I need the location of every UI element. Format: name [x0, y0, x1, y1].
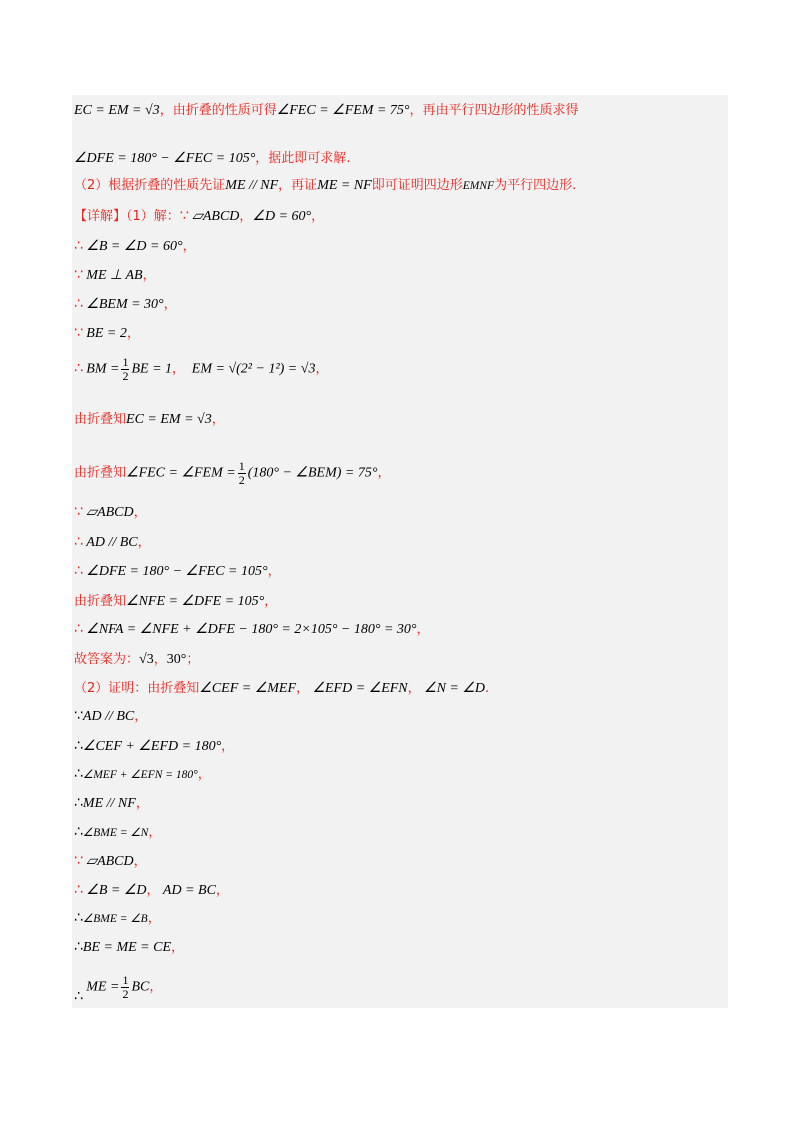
math-expression: ∠BME = ∠B: [82, 913, 148, 925]
explanation-text: 即可证明四边形: [371, 178, 463, 193]
math-expression: (180° − ∠BEM) = 75°: [247, 465, 378, 481]
therefore-symbol: ∴: [74, 910, 83, 926]
explanation-text: ，: [315, 361, 329, 377]
fraction-numerator: 1: [238, 459, 245, 473]
solution-line: [74, 324, 140, 343]
explanation-text: ，: [311, 209, 325, 224]
math-expression: AD // BC: [82, 709, 135, 724]
explanation-text: 由折叠知: [74, 465, 127, 481]
solution-line: [74, 149, 350, 168]
math-expression: ME // NF: [82, 796, 136, 811]
solution-panel: [72, 95, 728, 1008]
solution-line: [74, 765, 211, 784]
because-symbol: ∵: [74, 325, 83, 341]
because-symbol: ∵: [74, 504, 83, 520]
math-expression: ∠MEF + ∠EFN = 180°: [82, 769, 198, 781]
answer-value: 30°: [166, 652, 187, 667]
math-expression: ▱ABCD: [86, 505, 134, 520]
math-expression: BE = ME = CE: [82, 940, 172, 955]
explanation-text: （2）根据折叠的性质先证: [74, 178, 226, 193]
math-expression: EC = EM = √3: [126, 412, 212, 427]
therefore-symbol: ∴: [74, 296, 83, 312]
explanation-text: ，: [147, 911, 161, 926]
explanation-text: ，: [149, 979, 163, 995]
solution-line: [74, 592, 277, 611]
therefore-symbol: ∴: [74, 824, 83, 840]
solution-line: [74, 794, 149, 813]
solution-line: [74, 737, 234, 756]
explanation-text: ，: [296, 681, 310, 696]
explanation-text: （2）证明：由折叠知: [74, 681, 200, 696]
explanation-text: ，: [126, 326, 140, 341]
solution-line: [74, 207, 324, 226]
math-expression: EMNF: [462, 180, 495, 192]
explanation-text: ，: [137, 535, 151, 550]
therefore-symbol: ∴: [74, 795, 83, 811]
explanation-text: 由折叠知: [74, 594, 127, 609]
explanation-text: ，: [153, 652, 167, 667]
math-expression: ∠N = ∠D: [424, 681, 486, 696]
solution-line: [74, 823, 161, 842]
solution-line: [74, 562, 281, 581]
therefore-symbol: ∴: [74, 882, 83, 898]
solution-line: [74, 679, 489, 698]
explanation-text: ，: [416, 622, 430, 637]
therefore-symbol: ∴: [74, 738, 83, 754]
explanation-text: ，再证: [278, 178, 318, 193]
explanation-text: .: [485, 681, 490, 696]
explanation-text: ，: [221, 739, 235, 754]
fraction: [238, 460, 246, 487]
explanation-text: 为平行四边形.: [494, 178, 577, 193]
fraction-denominator: 2: [122, 369, 129, 383]
math-expression: ME ⊥ AB: [86, 268, 143, 283]
math-expression: AD = BC: [162, 883, 216, 898]
math-expression: ME =: [86, 979, 120, 995]
explanation-text: ，: [133, 854, 147, 869]
fraction: [121, 974, 129, 1001]
solution-line: [74, 974, 162, 1006]
solution-line: [74, 410, 225, 429]
math-expression: BE = 2: [86, 326, 127, 341]
math-expression: EM = √(2² − 1²) = √3: [191, 361, 316, 377]
math-expression: ∠FEC = ∠FEM = 75°: [276, 103, 410, 118]
answer-label: 故答案为：: [74, 652, 140, 667]
solution-line: [74, 707, 147, 726]
math-expression: ∠DFE = 180° − ∠FEC = 105°: [74, 151, 256, 166]
math-expression: ∠EFD = ∠EFN: [312, 681, 408, 696]
solution-line: [74, 620, 430, 639]
solution-line: [74, 533, 151, 552]
solution-line: [74, 101, 579, 120]
fraction-numerator: 1: [122, 355, 129, 369]
math-expression: ME = NF: [317, 178, 372, 193]
therefore-symbol: ∴: [74, 360, 83, 377]
math-expression: ▱ABCD: [86, 854, 134, 869]
math-expression: ME // NF: [225, 178, 279, 193]
explanation-text: ，: [135, 796, 149, 811]
therefore-symbol: ∴: [74, 988, 83, 1005]
detail-heading: 【详解】（1）解：: [74, 209, 180, 224]
explanation-text: ，: [163, 297, 177, 312]
explanation-text: ，: [146, 883, 160, 898]
solution-line: [74, 909, 161, 928]
math-expression: ∠NFA = ∠NFE + ∠DFE − 180° = 2×105° − 180° = 30°: [86, 622, 417, 637]
explanation-text: ，由折叠的性质可得: [159, 103, 277, 118]
explanation-text: ，: [197, 767, 211, 782]
math-expression: ∠DFE = 180° − ∠FEC = 105°: [86, 564, 268, 579]
because-symbol: ∵: [74, 853, 83, 869]
solution-line: [74, 938, 184, 957]
solution-line: [74, 852, 147, 871]
explanation-text: ，: [215, 883, 229, 898]
explanation-text: ，再由平行四边形的性质求得: [409, 103, 579, 118]
explanation-text: ，: [171, 940, 185, 955]
solution-line: [74, 650, 199, 669]
math-expression: ∠BME = ∠N: [82, 827, 149, 839]
solution-line: [74, 881, 229, 900]
math-expression: ∠FEC = ∠FEM =: [126, 465, 236, 481]
explanation-text: ，: [267, 564, 281, 579]
explanation-text: ，: [134, 709, 148, 724]
math-expression: BM =: [86, 361, 120, 377]
solution-line: [74, 295, 177, 314]
answer-value: √3: [139, 652, 154, 667]
math-expression: ▱ABCD: [192, 209, 240, 224]
solution-line: [74, 503, 147, 522]
solution-line: [74, 237, 196, 256]
therefore-symbol: ∴: [74, 563, 83, 579]
explanation-text: ，: [182, 239, 196, 254]
explanation-text: ，: [172, 361, 186, 377]
fraction-numerator: 1: [122, 973, 129, 987]
math-expression: ∠B = ∠D: [86, 883, 147, 898]
solution-line: [74, 356, 328, 383]
explanation-text: ，: [211, 412, 225, 427]
solution-line: [74, 460, 390, 487]
explanation-text: ，: [142, 268, 156, 283]
fraction-denominator: 2: [238, 473, 245, 487]
explanation-text: ，: [133, 505, 147, 520]
solution-line: [74, 176, 576, 195]
because-symbol: ∵: [179, 208, 189, 224]
therefore-symbol: ∴: [74, 238, 83, 254]
fraction: [121, 356, 129, 383]
math-expression: ∠CEF + ∠EFD = 180°: [82, 739, 222, 754]
explanation-text: ，: [377, 465, 391, 481]
fraction-denominator: 2: [122, 987, 129, 1001]
therefore-symbol: ∴: [74, 534, 83, 550]
math-expression: BE = 1: [131, 361, 173, 377]
math-expression: ∠D = 60°: [252, 209, 312, 224]
because-symbol: ∵: [74, 267, 83, 283]
explanation-text: ，: [264, 594, 278, 609]
math-expression: ∠NFE = ∠DFE = 105°: [126, 594, 265, 609]
explanation-text: ，: [148, 825, 162, 840]
math-expression: EC = EM = √3: [74, 103, 160, 118]
explanation-text: ；: [186, 652, 200, 667]
math-expression: ∠CEF = ∠MEF: [199, 681, 297, 696]
solution-line: [74, 266, 156, 285]
therefore-symbol: ∴: [74, 766, 83, 782]
math-expression: AD // BC: [86, 535, 138, 550]
math-expression: BC: [131, 979, 150, 995]
explanation-text: ，: [407, 681, 421, 696]
explanation-text: 由折叠知: [74, 412, 127, 427]
therefore-symbol: ∴: [74, 939, 83, 955]
because-symbol: ∵: [74, 708, 83, 724]
explanation-text: ，: [239, 209, 253, 224]
math-expression: ∠BEM = 30°: [86, 297, 164, 312]
therefore-symbol: ∴: [74, 621, 83, 637]
explanation-text: ，据此即可求解.: [255, 151, 351, 166]
math-expression: ∠B = ∠D = 60°: [86, 239, 183, 254]
